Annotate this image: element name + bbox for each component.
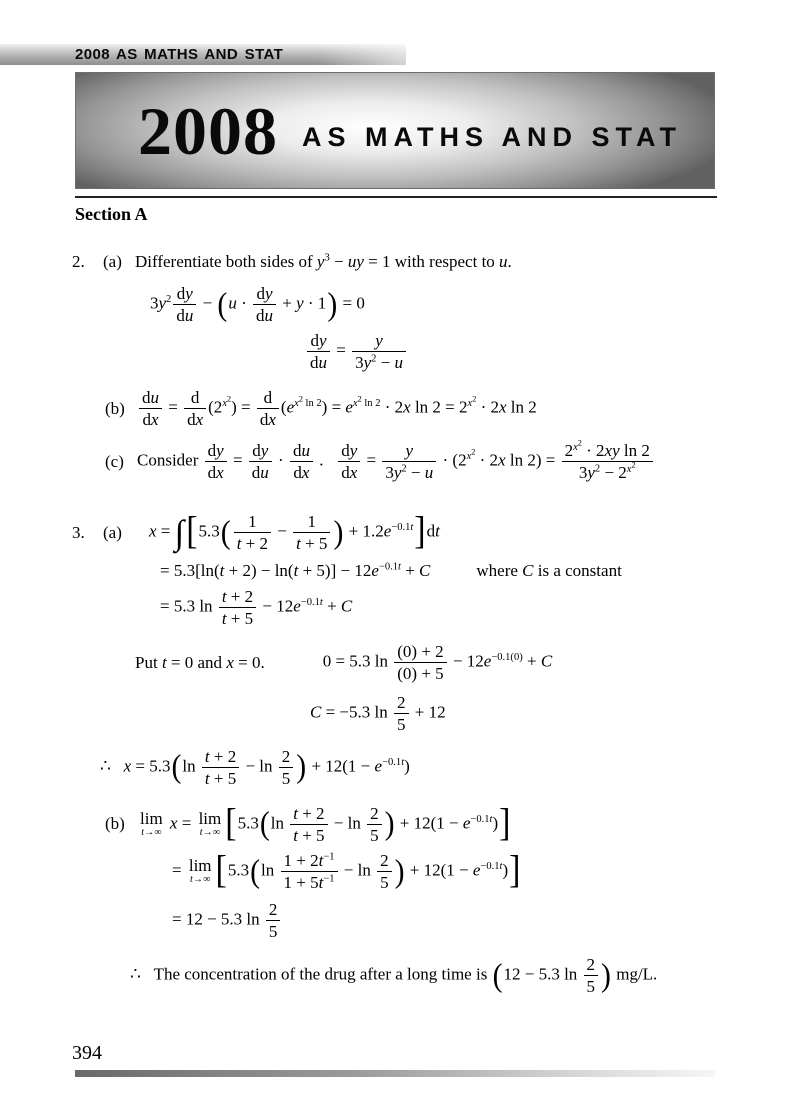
part-label-c: (c) bbox=[105, 451, 124, 471]
equation-2b: $\frac{du}{dx}$ = $\frac{d}{dx}$ $(2^{x^2})$ = $\frac{d}{dx}$ $(e^{x^2 ln 2}) = e^{x^2 ln 2} \cdot 2x$ $\ln 2 = 2^{x^2} \cdot 2x$ ln 2 bbox=[137, 388, 537, 429]
question-number: 3. bbox=[72, 522, 85, 542]
equation-3a-2: = $5.3[\ln(t + 2) - \ln(t + 5)] - 12e^{-0.1t} + C$ bbox=[160, 561, 431, 581]
part-3b bbox=[105, 801, 788, 845]
equation-3b-3: = 12 − 5.3 ln $\frac{2}{5}$ bbox=[172, 900, 788, 941]
part-label-a: (a) bbox=[103, 522, 122, 542]
question-text: Differentiate both sides of $y^3$ − uy = 1 with respect to u. bbox=[135, 252, 512, 271]
initial-condition-row bbox=[135, 642, 788, 683]
footer-bar bbox=[75, 1070, 715, 1077]
equation-3a-3: = 5.3 ln $\frac{t + 2}{t + 5}$ − $12e^{-0.1t} + C$ bbox=[160, 587, 353, 629]
question-3-intro bbox=[72, 512, 788, 553]
equation-3a-5: C = −5.3 ln $\frac{2}{5}$ + 12 bbox=[310, 693, 446, 735]
page-number: 394 bbox=[72, 1042, 102, 1064]
equation-3b-1: lim t→∞ x = lim t→∞ [5.3(ln $\frac{t + 2}{t + 5}$ − ln $\frac{2}{5}$ ) + $12(1 - e^{-0.1t})$] bbox=[140, 801, 511, 845]
solutions-content bbox=[0, 204, 788, 996]
initial-condition-text: Put t = 0 and x = 0. bbox=[135, 652, 265, 672]
conclusion-text: ∴ The concentration of the drug after a long time is (12 − 5.3 ln $\frac{2}{5}$ ) mg/L. bbox=[130, 954, 658, 996]
separator-rule bbox=[75, 196, 717, 198]
equation-3a-2-row bbox=[160, 561, 788, 581]
part-2c bbox=[105, 438, 788, 483]
title-banner bbox=[75, 72, 715, 189]
equation-2c: Consider $\frac{dy}{dx}$ = $\frac{dy}{du}$ · $\frac{du}{dx}$ . $\frac{dy}{dx}$ = $\frac{y}{3y^2 - u}$ · ($2^{x^2} \cdot 2x$ ln 2) = $\frac{2^{x^2} \cdot 2xy \ln 2}{3y^2 - 2^{x^2}}$ bbox=[137, 441, 655, 482]
question-2-intro bbox=[72, 252, 788, 272]
part-2b bbox=[105, 388, 788, 429]
part-label-b: (b) bbox=[105, 814, 125, 834]
banner-title: AS MATHS AND STAT bbox=[302, 122, 682, 152]
equation-3a-4: 0 = 5.3 ln $\frac{(0) + 2}{(0) + 5}$ − $12e^{-0.1(0)} + C$ bbox=[322, 642, 553, 684]
banner-year: 2008 bbox=[138, 92, 278, 169]
equation-3a-result: ∴ x = 5.3(ln $\frac{t + 2}{t + 5}$ − ln $\frac{2}{5}$ ) + $12(1 - e^{-0.1t})$ bbox=[100, 746, 410, 788]
header-strip bbox=[0, 44, 406, 65]
part-label-a: (a) bbox=[103, 252, 122, 271]
section-title: Section A bbox=[75, 204, 148, 224]
header-strip-label: 2008 AS MATHS AND STAT bbox=[75, 46, 284, 63]
constant-note: where C is a constant bbox=[476, 561, 622, 581]
equation-2a-1: $3y^2$ $\frac{dy}{du}$ − (u · $\frac{dy}{du}$ + y · 1) = 0 bbox=[150, 284, 365, 326]
equation-2a-2: $\frac{dy}{du}$ = $\frac{y}{3y^2 - u}$ bbox=[305, 331, 788, 372]
equation-3a-1: x = ∫[5.3( $\frac{1}{t + 2}$ − $\frac{1}{t + 5}$ ) + $1.2e^{-0.1t}]dt$ bbox=[149, 510, 440, 554]
part-label-b: (b) bbox=[105, 398, 125, 418]
equation-3b-2: = lim t→∞ [5.3(ln $\frac{1 + 2t^{-1}}{1 + 5t^{-1}}$ − ln $\frac{2}{5}$ ) + $12(1 - e^{-0.1t})$] bbox=[172, 848, 521, 892]
question-number: 2. bbox=[72, 252, 85, 271]
